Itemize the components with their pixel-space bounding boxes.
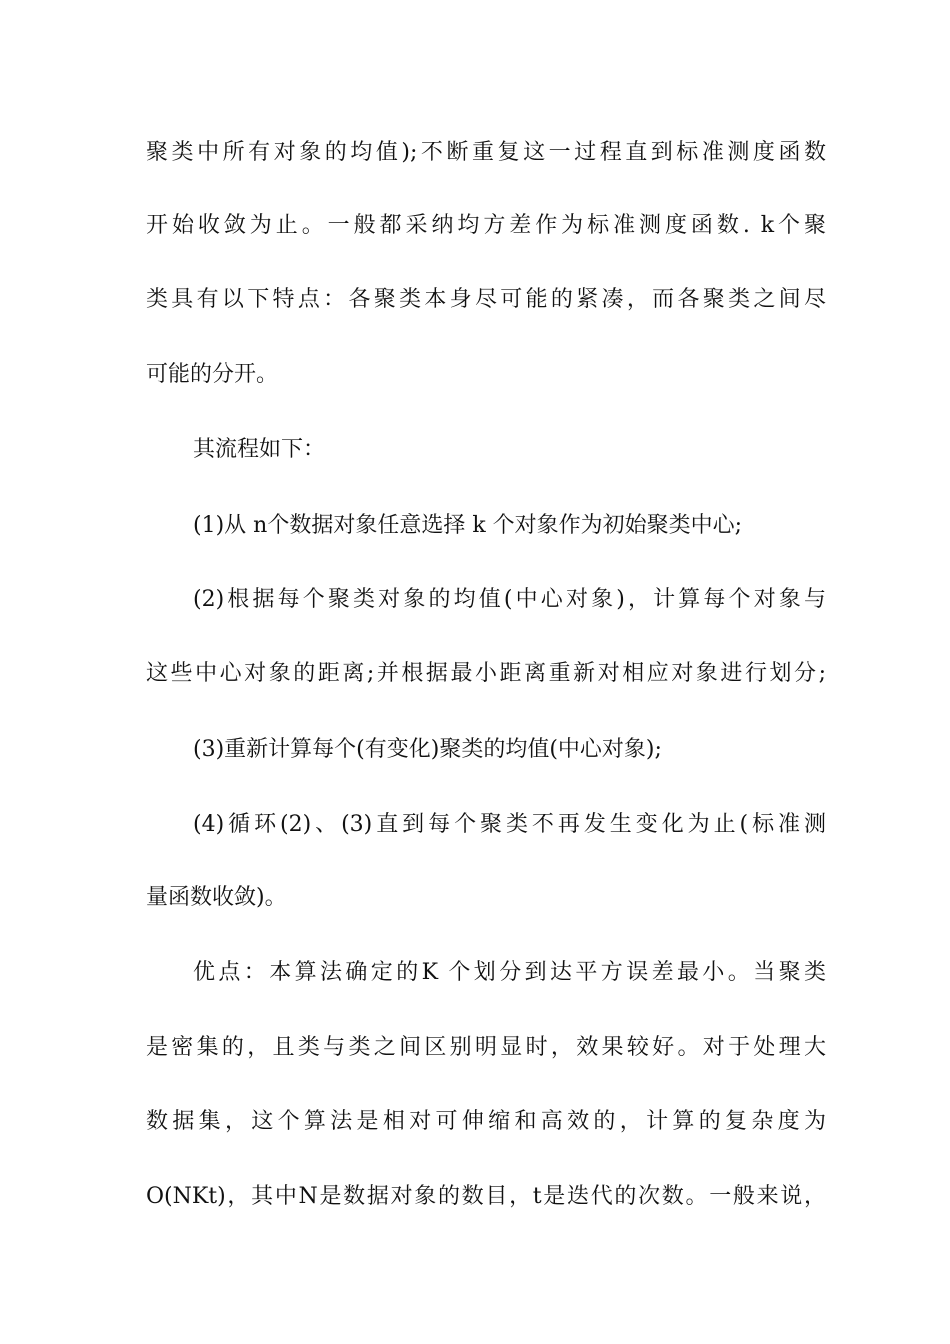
text-line: O(NKt)，其中N是数据对象的数目，t是迭代的次数。一般来说， xyxy=(146,1184,826,1209)
text-line: 优点：本算法确定的K 个划分到达平方误差最小。当聚类 xyxy=(193,960,826,985)
text-line: 量函数收敛)。 xyxy=(146,885,287,910)
text-line: 数据集，这个算法是相对可伸缩和高效的，计算的复杂度为 xyxy=(146,1109,826,1134)
text-line: 可能的分开。 xyxy=(146,362,279,387)
text-line: 开始收敛为止。一般都采纳均方差作为标准测度函数. k个聚 xyxy=(146,213,826,238)
text-line: 是密集的，且类与类之间区别明显时，效果较好。对于处理大 xyxy=(146,1035,826,1060)
text-line: 其流程如下： xyxy=(193,437,326,462)
text-line: (1)从 n个数据对象任意选择 k 个对象作为初始聚类中心; xyxy=(193,513,743,538)
text-line: (3)重新计算每个(有变化)聚类的均值(中心对象); xyxy=(193,737,662,762)
text-line: (4)循环(2)、(3)直到每个聚类不再发生变化为止(标准测 xyxy=(193,812,826,837)
text-line: (2)根据每个聚类对象的均值(中心对象)，计算每个对象与 xyxy=(193,587,826,612)
text-line: 这些中心对象的距离;并根据最小距离重新对相应对象进行划分; xyxy=(146,661,826,686)
text-line: 聚类中所有对象的均值);不断重复这一过程直到标准测度函数 xyxy=(146,140,826,165)
text-line: 类具有以下特点：各聚类本身尽可能的紧凑，而各聚类之间尽 xyxy=(146,287,826,312)
